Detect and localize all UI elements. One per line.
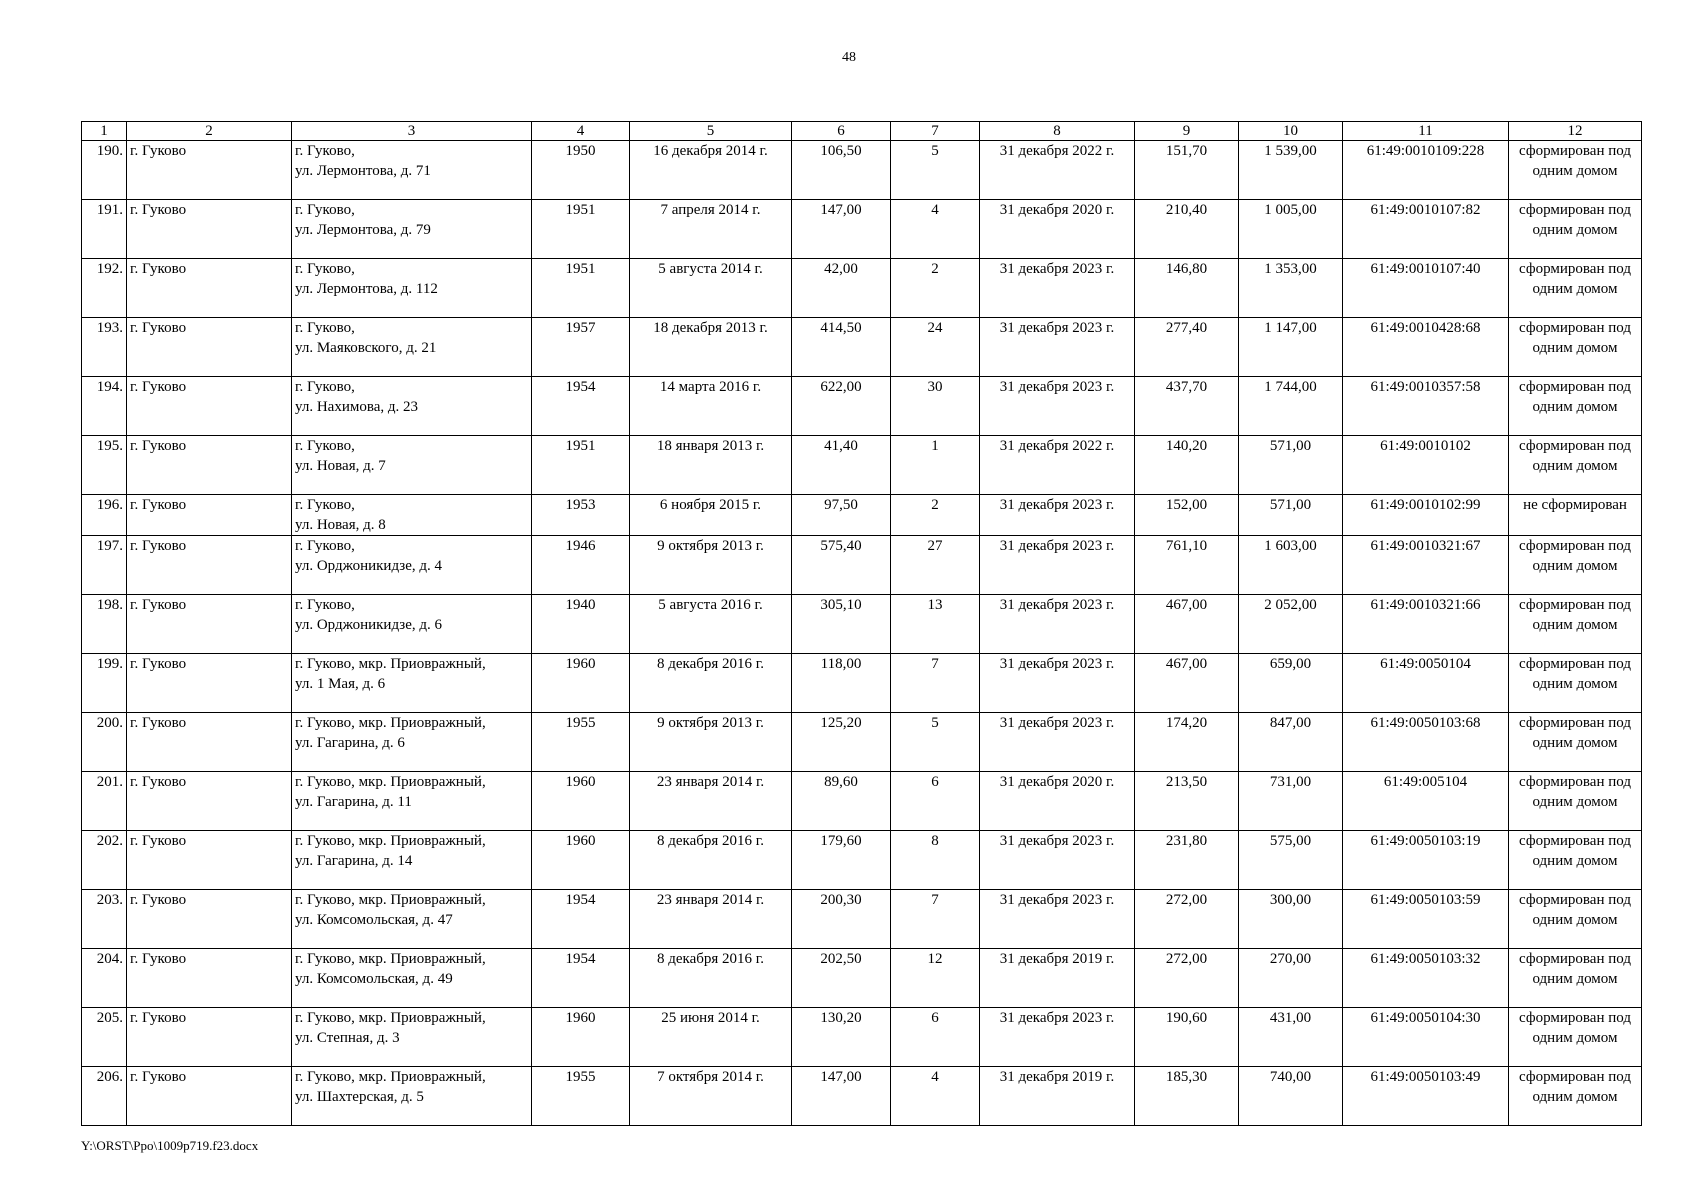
address-line-2: ул. 1 Мая, д. 6 (295, 676, 386, 692)
table-row (82, 536, 1642, 595)
deadline-cell: 31 декабря 2023 г. (980, 654, 1135, 713)
column-9-cell: 140,20 (1135, 436, 1239, 495)
cadastral-number-cell: 61:49:0010102:99 (1343, 495, 1509, 536)
table-row (82, 595, 1642, 654)
column-header-6: 6 (792, 122, 891, 141)
count-cell: 5 (891, 713, 980, 772)
column-10-cell: 659,00 (1239, 654, 1343, 713)
count-cell: 27 (891, 536, 980, 595)
deadline-cell: 31 декабря 2019 г. (980, 1067, 1135, 1126)
year-cell: 1957 (532, 318, 630, 377)
address-line-1: г. Гуково, (295, 143, 355, 159)
area-cell: 414,50 (792, 318, 891, 377)
row-number: 190. (82, 141, 127, 200)
area-cell: 305,10 (792, 595, 891, 654)
column-9-cell: 467,00 (1135, 595, 1239, 654)
year-cell: 1951 (532, 259, 630, 318)
address-line-1: г. Гуково, мкр. Приовражный, (295, 1069, 486, 1085)
address-line-2: ул. Комсомольская, д. 47 (295, 912, 453, 928)
column-10-cell: 847,00 (1239, 713, 1343, 772)
address-line-2: ул. Лермонтова, д. 112 (295, 281, 438, 297)
locality-cell: г. Гуково (127, 377, 292, 436)
address-line-1: г. Гуково, (295, 261, 355, 277)
status-cell: сформирован под одним домом (1509, 318, 1642, 377)
column-10-cell: 2 052,00 (1239, 595, 1343, 654)
status-cell: сформирован под одним домом (1509, 890, 1642, 949)
date-cell: 14 марта 2016 г. (630, 377, 792, 436)
locality-cell: г. Гуково (127, 831, 292, 890)
cadastral-number-cell: 61:49:0010102 (1343, 436, 1509, 495)
area-cell: 147,00 (792, 1067, 891, 1126)
column-10-cell: 1 147,00 (1239, 318, 1343, 377)
locality-cell: г. Гуково (127, 536, 292, 595)
row-number: 205. (82, 1008, 127, 1067)
table-row (82, 377, 1642, 436)
row-number: 201. (82, 772, 127, 831)
status-cell: сформирован под одним домом (1509, 595, 1642, 654)
column-9-cell: 152,00 (1135, 495, 1239, 536)
column-header-12: 12 (1509, 122, 1642, 141)
row-number: 199. (82, 654, 127, 713)
area-cell: 200,30 (792, 890, 891, 949)
date-cell: 9 октября 2013 г. (630, 713, 792, 772)
cadastral-number-cell: 61:49:0010428:68 (1343, 318, 1509, 377)
footer-file-path: Y:\ORST\Ppo\1009p719.f23.docx (81, 1138, 259, 1153)
date-cell: 23 января 2014 г. (630, 772, 792, 831)
column-header-7: 7 (891, 122, 980, 141)
column-header-5: 5 (630, 122, 792, 141)
count-cell: 24 (891, 318, 980, 377)
year-cell: 1954 (532, 377, 630, 436)
locality-cell: г. Гуково (127, 654, 292, 713)
column-10-cell: 575,00 (1239, 831, 1343, 890)
address-line-1: г. Гуково, мкр. Приовражный, (295, 656, 486, 672)
date-cell: 16 декабря 2014 г. (630, 141, 792, 200)
address-cell (292, 654, 532, 713)
column-9-cell: 146,80 (1135, 259, 1239, 318)
count-cell: 1 (891, 436, 980, 495)
address-line-1: г. Гуково, мкр. Приовражный, (295, 1010, 486, 1026)
cadastral-number-cell: 61:49:0010321:66 (1343, 595, 1509, 654)
count-cell: 2 (891, 259, 980, 318)
deadline-cell: 31 декабря 2019 г. (980, 949, 1135, 1008)
area-cell: 41,40 (792, 436, 891, 495)
row-number: 195. (82, 436, 127, 495)
row-number: 202. (82, 831, 127, 890)
date-cell: 8 декабря 2016 г. (630, 654, 792, 713)
year-cell: 1940 (532, 595, 630, 654)
count-cell: 8 (891, 831, 980, 890)
address-line-2: ул. Орджоникидзе, д. 6 (295, 617, 442, 633)
address-cell (292, 318, 532, 377)
area-cell: 97,50 (792, 495, 891, 536)
status-cell: сформирован под одним домом (1509, 1067, 1642, 1126)
area-cell: 118,00 (792, 654, 891, 713)
status-cell: сформирован под одним домом (1509, 654, 1642, 713)
table-row (82, 654, 1642, 713)
address-cell (292, 536, 532, 595)
address-line-2: ул. Гагарина, д. 14 (295, 853, 413, 869)
address-line-2: ул. Лермонтова, д. 71 (295, 163, 431, 179)
column-header-1: 1 (82, 122, 127, 141)
row-number: 191. (82, 200, 127, 259)
column-9-cell: 277,40 (1135, 318, 1239, 377)
column-header-2: 2 (127, 122, 292, 141)
address-line-1: г. Гуково, мкр. Приовражный, (295, 715, 486, 731)
address-line-1: г. Гуково, мкр. Приовражный, (295, 833, 486, 849)
column-10-cell: 571,00 (1239, 495, 1343, 536)
locality-cell: г. Гуково (127, 713, 292, 772)
cadastral-number-cell: 61:49:0010321:67 (1343, 536, 1509, 595)
column-9-cell: 185,30 (1135, 1067, 1239, 1126)
date-cell: 18 декабря 2013 г. (630, 318, 792, 377)
table-row (82, 1008, 1642, 1067)
column-9-cell: 151,70 (1135, 141, 1239, 200)
area-cell: 575,40 (792, 536, 891, 595)
status-cell: сформирован под одним домом (1509, 259, 1642, 318)
count-cell: 7 (891, 654, 980, 713)
address-cell (292, 713, 532, 772)
column-9-cell: 231,80 (1135, 831, 1239, 890)
status-cell: сформирован под одним домом (1509, 141, 1642, 200)
date-cell: 5 августа 2016 г. (630, 595, 792, 654)
deadline-cell: 31 декабря 2023 г. (980, 890, 1135, 949)
cadastral-number-cell: 61:49:0010109:228 (1343, 141, 1509, 200)
date-cell: 18 января 2013 г. (630, 436, 792, 495)
address-cell (292, 949, 532, 1008)
cadastral-number-cell: 61:49:0050103:19 (1343, 831, 1509, 890)
column-10-cell: 1 005,00 (1239, 200, 1343, 259)
deadline-cell: 31 декабря 2023 г. (980, 831, 1135, 890)
cadastral-number-cell: 61:49:0050104 (1343, 654, 1509, 713)
table-body (82, 141, 1642, 1126)
date-cell: 6 ноября 2015 г. (630, 495, 792, 536)
address-line-2: ул. Маяковского, д. 21 (295, 340, 437, 356)
area-cell: 125,20 (792, 713, 891, 772)
column-10-cell: 1 603,00 (1239, 536, 1343, 595)
date-cell: 23 января 2014 г. (630, 890, 792, 949)
date-cell: 9 октября 2013 г. (630, 536, 792, 595)
cadastral-number-cell: 61:49:0050103:32 (1343, 949, 1509, 1008)
cadastral-number-cell: 61:49:0010357:58 (1343, 377, 1509, 436)
address-line-2: ул. Степная, д. 3 (295, 1030, 400, 1046)
year-cell: 1946 (532, 536, 630, 595)
address-line-1: г. Гуково, (295, 538, 355, 554)
address-cell (292, 200, 532, 259)
locality-cell: г. Гуково (127, 595, 292, 654)
table-row (82, 141, 1642, 200)
row-number: 198. (82, 595, 127, 654)
deadline-cell: 31 декабря 2022 г. (980, 436, 1135, 495)
deadline-cell: 31 декабря 2020 г. (980, 200, 1135, 259)
table-row (82, 890, 1642, 949)
column-header-11: 11 (1343, 122, 1509, 141)
year-cell: 1951 (532, 436, 630, 495)
table-row (82, 949, 1642, 1008)
column-header-10: 10 (1239, 122, 1343, 141)
address-line-1: г. Гуково, (295, 202, 355, 218)
locality-cell: г. Гуково (127, 200, 292, 259)
locality-cell: г. Гуково (127, 772, 292, 831)
date-cell: 5 августа 2014 г. (630, 259, 792, 318)
table-row (82, 1067, 1642, 1126)
address-line-2: ул. Нахимова, д. 23 (295, 399, 419, 415)
address-line-1: г. Гуково, (295, 497, 355, 513)
row-number: 204. (82, 949, 127, 1008)
deadline-cell: 31 декабря 2023 г. (980, 1008, 1135, 1067)
deadline-cell: 31 декабря 2023 г. (980, 536, 1135, 595)
count-cell: 5 (891, 141, 980, 200)
address-line-1: г. Гуково, мкр. Приовражный, (295, 774, 486, 790)
locality-cell: г. Гуково (127, 318, 292, 377)
address-cell (292, 831, 532, 890)
date-cell: 7 апреля 2014 г. (630, 200, 792, 259)
column-10-cell: 270,00 (1239, 949, 1343, 1008)
address-cell (292, 772, 532, 831)
row-number: 203. (82, 890, 127, 949)
column-9-cell: 467,00 (1135, 654, 1239, 713)
address-line-2: ул. Гагарина, д. 6 (295, 735, 405, 751)
column-header-9: 9 (1135, 122, 1239, 141)
count-cell: 13 (891, 595, 980, 654)
address-line-2: ул. Комсомольская, д. 49 (295, 971, 453, 987)
area-cell: 147,00 (792, 200, 891, 259)
cadastral-number-cell: 61:49:0050103:49 (1343, 1067, 1509, 1126)
deadline-cell: 31 декабря 2023 г. (980, 495, 1135, 536)
table-row (82, 200, 1642, 259)
row-number: 206. (82, 1067, 127, 1126)
column-9-cell: 437,70 (1135, 377, 1239, 436)
area-cell: 89,60 (792, 772, 891, 831)
address-cell (292, 436, 532, 495)
count-cell: 30 (891, 377, 980, 436)
column-9-cell: 761,10 (1135, 536, 1239, 595)
address-cell (292, 1067, 532, 1126)
year-cell: 1954 (532, 949, 630, 1008)
locality-cell: г. Гуково (127, 1067, 292, 1126)
year-cell: 1953 (532, 495, 630, 536)
year-cell: 1960 (532, 831, 630, 890)
address-line-1: г. Гуково, (295, 438, 355, 454)
area-cell: 42,00 (792, 259, 891, 318)
table-row (82, 436, 1642, 495)
header-row (82, 122, 1642, 141)
status-cell: не сформирован (1509, 495, 1642, 536)
status-cell: сформирован под одним домом (1509, 200, 1642, 259)
year-cell: 1955 (532, 713, 630, 772)
column-10-cell: 1 744,00 (1239, 377, 1343, 436)
cadastral-number-cell: 61:49:0010107:40 (1343, 259, 1509, 318)
row-number: 200. (82, 713, 127, 772)
address-cell (292, 495, 532, 536)
status-cell: сформирован под одним домом (1509, 377, 1642, 436)
deadline-cell: 31 декабря 2020 г. (980, 772, 1135, 831)
page-number: 48 (842, 50, 856, 65)
table-row (82, 318, 1642, 377)
column-10-cell: 300,00 (1239, 890, 1343, 949)
year-cell: 1951 (532, 200, 630, 259)
status-cell: сформирован под одним домом (1509, 949, 1642, 1008)
table-row (82, 713, 1642, 772)
column-header-4: 4 (532, 122, 630, 141)
deadline-cell: 31 декабря 2023 г. (980, 713, 1135, 772)
cadastral-number-cell: 61:49:0050104:30 (1343, 1008, 1509, 1067)
address-cell (292, 595, 532, 654)
row-number: 193. (82, 318, 127, 377)
table-row (82, 259, 1642, 318)
column-9-cell: 174,20 (1135, 713, 1239, 772)
address-line-1: г. Гуково, (295, 320, 355, 336)
column-header-3: 3 (292, 122, 532, 141)
locality-cell: г. Гуково (127, 890, 292, 949)
year-cell: 1960 (532, 654, 630, 713)
status-cell: сформирован под одним домом (1509, 772, 1642, 831)
cadastral-number-cell: 61:49:0010107:82 (1343, 200, 1509, 259)
date-cell: 8 декабря 2016 г. (630, 831, 792, 890)
date-cell: 25 июня 2014 г. (630, 1008, 792, 1067)
column-9-cell: 213,50 (1135, 772, 1239, 831)
deadline-cell: 31 декабря 2022 г. (980, 141, 1135, 200)
address-cell (292, 377, 532, 436)
housing-table (81, 121, 1642, 1126)
cadastral-number-cell: 61:49:0050103:68 (1343, 713, 1509, 772)
row-number: 197. (82, 536, 127, 595)
address-line-2: ул. Новая, д. 8 (295, 517, 386, 533)
address-line-2: ул. Лермонтова, д. 79 (295, 222, 431, 238)
address-line-1: г. Гуково, (295, 597, 355, 613)
locality-cell: г. Гуково (127, 949, 292, 1008)
address-line-2: ул. Шахтерская, д. 5 (295, 1089, 424, 1105)
area-cell: 130,20 (792, 1008, 891, 1067)
cadastral-number-cell: 61:49:0050103:59 (1343, 890, 1509, 949)
address-line-1: г. Гуково, мкр. Приовражный, (295, 892, 486, 908)
count-cell: 12 (891, 949, 980, 1008)
year-cell: 1954 (532, 890, 630, 949)
date-cell: 8 декабря 2016 г. (630, 949, 792, 1008)
locality-cell: г. Гуково (127, 495, 292, 536)
year-cell: 1955 (532, 1067, 630, 1126)
table-row (82, 772, 1642, 831)
locality-cell: г. Гуково (127, 259, 292, 318)
year-cell: 1960 (532, 1008, 630, 1067)
count-cell: 4 (891, 1067, 980, 1126)
table-row (82, 831, 1642, 890)
column-10-cell: 1 539,00 (1239, 141, 1343, 200)
year-cell: 1960 (532, 772, 630, 831)
area-cell: 202,50 (792, 949, 891, 1008)
status-cell: сформирован под одним домом (1509, 1008, 1642, 1067)
address-cell (292, 1008, 532, 1067)
column-9-cell: 272,00 (1135, 890, 1239, 949)
column-10-cell: 740,00 (1239, 1067, 1343, 1126)
column-10-cell: 431,00 (1239, 1008, 1343, 1067)
column-10-cell: 1 353,00 (1239, 259, 1343, 318)
row-number: 196. (82, 495, 127, 536)
column-9-cell: 190,60 (1135, 1008, 1239, 1067)
address-line-1: г. Гуково, (295, 379, 355, 395)
year-cell: 1950 (532, 141, 630, 200)
row-number: 192. (82, 259, 127, 318)
column-9-cell: 272,00 (1135, 949, 1239, 1008)
area-cell: 106,50 (792, 141, 891, 200)
table-row (82, 495, 1642, 536)
deadline-cell: 31 декабря 2023 г. (980, 595, 1135, 654)
count-cell: 7 (891, 890, 980, 949)
status-cell: сформирован под одним домом (1509, 713, 1642, 772)
deadline-cell: 31 декабря 2023 г. (980, 377, 1135, 436)
count-cell: 6 (891, 772, 980, 831)
column-10-cell: 571,00 (1239, 436, 1343, 495)
address-line-2: ул. Новая, д. 7 (295, 458, 386, 474)
address-cell (292, 890, 532, 949)
area-cell: 179,60 (792, 831, 891, 890)
row-number: 194. (82, 377, 127, 436)
address-cell (292, 259, 532, 318)
address-line-1: г. Гуково, мкр. Приовражный, (295, 951, 486, 967)
column-10-cell: 731,00 (1239, 772, 1343, 831)
deadline-cell: 31 декабря 2023 г. (980, 259, 1135, 318)
locality-cell: г. Гуково (127, 1008, 292, 1067)
status-cell: сформирован под одним домом (1509, 831, 1642, 890)
area-cell: 622,00 (792, 377, 891, 436)
address-cell (292, 141, 532, 200)
address-line-2: ул. Орджоникидзе, д. 4 (295, 558, 442, 574)
address-line-2: ул. Гагарина, д. 11 (295, 794, 412, 810)
count-cell: 6 (891, 1008, 980, 1067)
count-cell: 4 (891, 200, 980, 259)
status-cell: сформирован под одним домом (1509, 536, 1642, 595)
status-cell: сформирован под одним домом (1509, 436, 1642, 495)
deadline-cell: 31 декабря 2023 г. (980, 318, 1135, 377)
locality-cell: г. Гуково (127, 141, 292, 200)
column-9-cell: 210,40 (1135, 200, 1239, 259)
cadastral-number-cell: 61:49:005104 (1343, 772, 1509, 831)
locality-cell: г. Гуково (127, 436, 292, 495)
column-header-8: 8 (980, 122, 1135, 141)
count-cell: 2 (891, 495, 980, 536)
date-cell: 7 октября 2014 г. (630, 1067, 792, 1126)
